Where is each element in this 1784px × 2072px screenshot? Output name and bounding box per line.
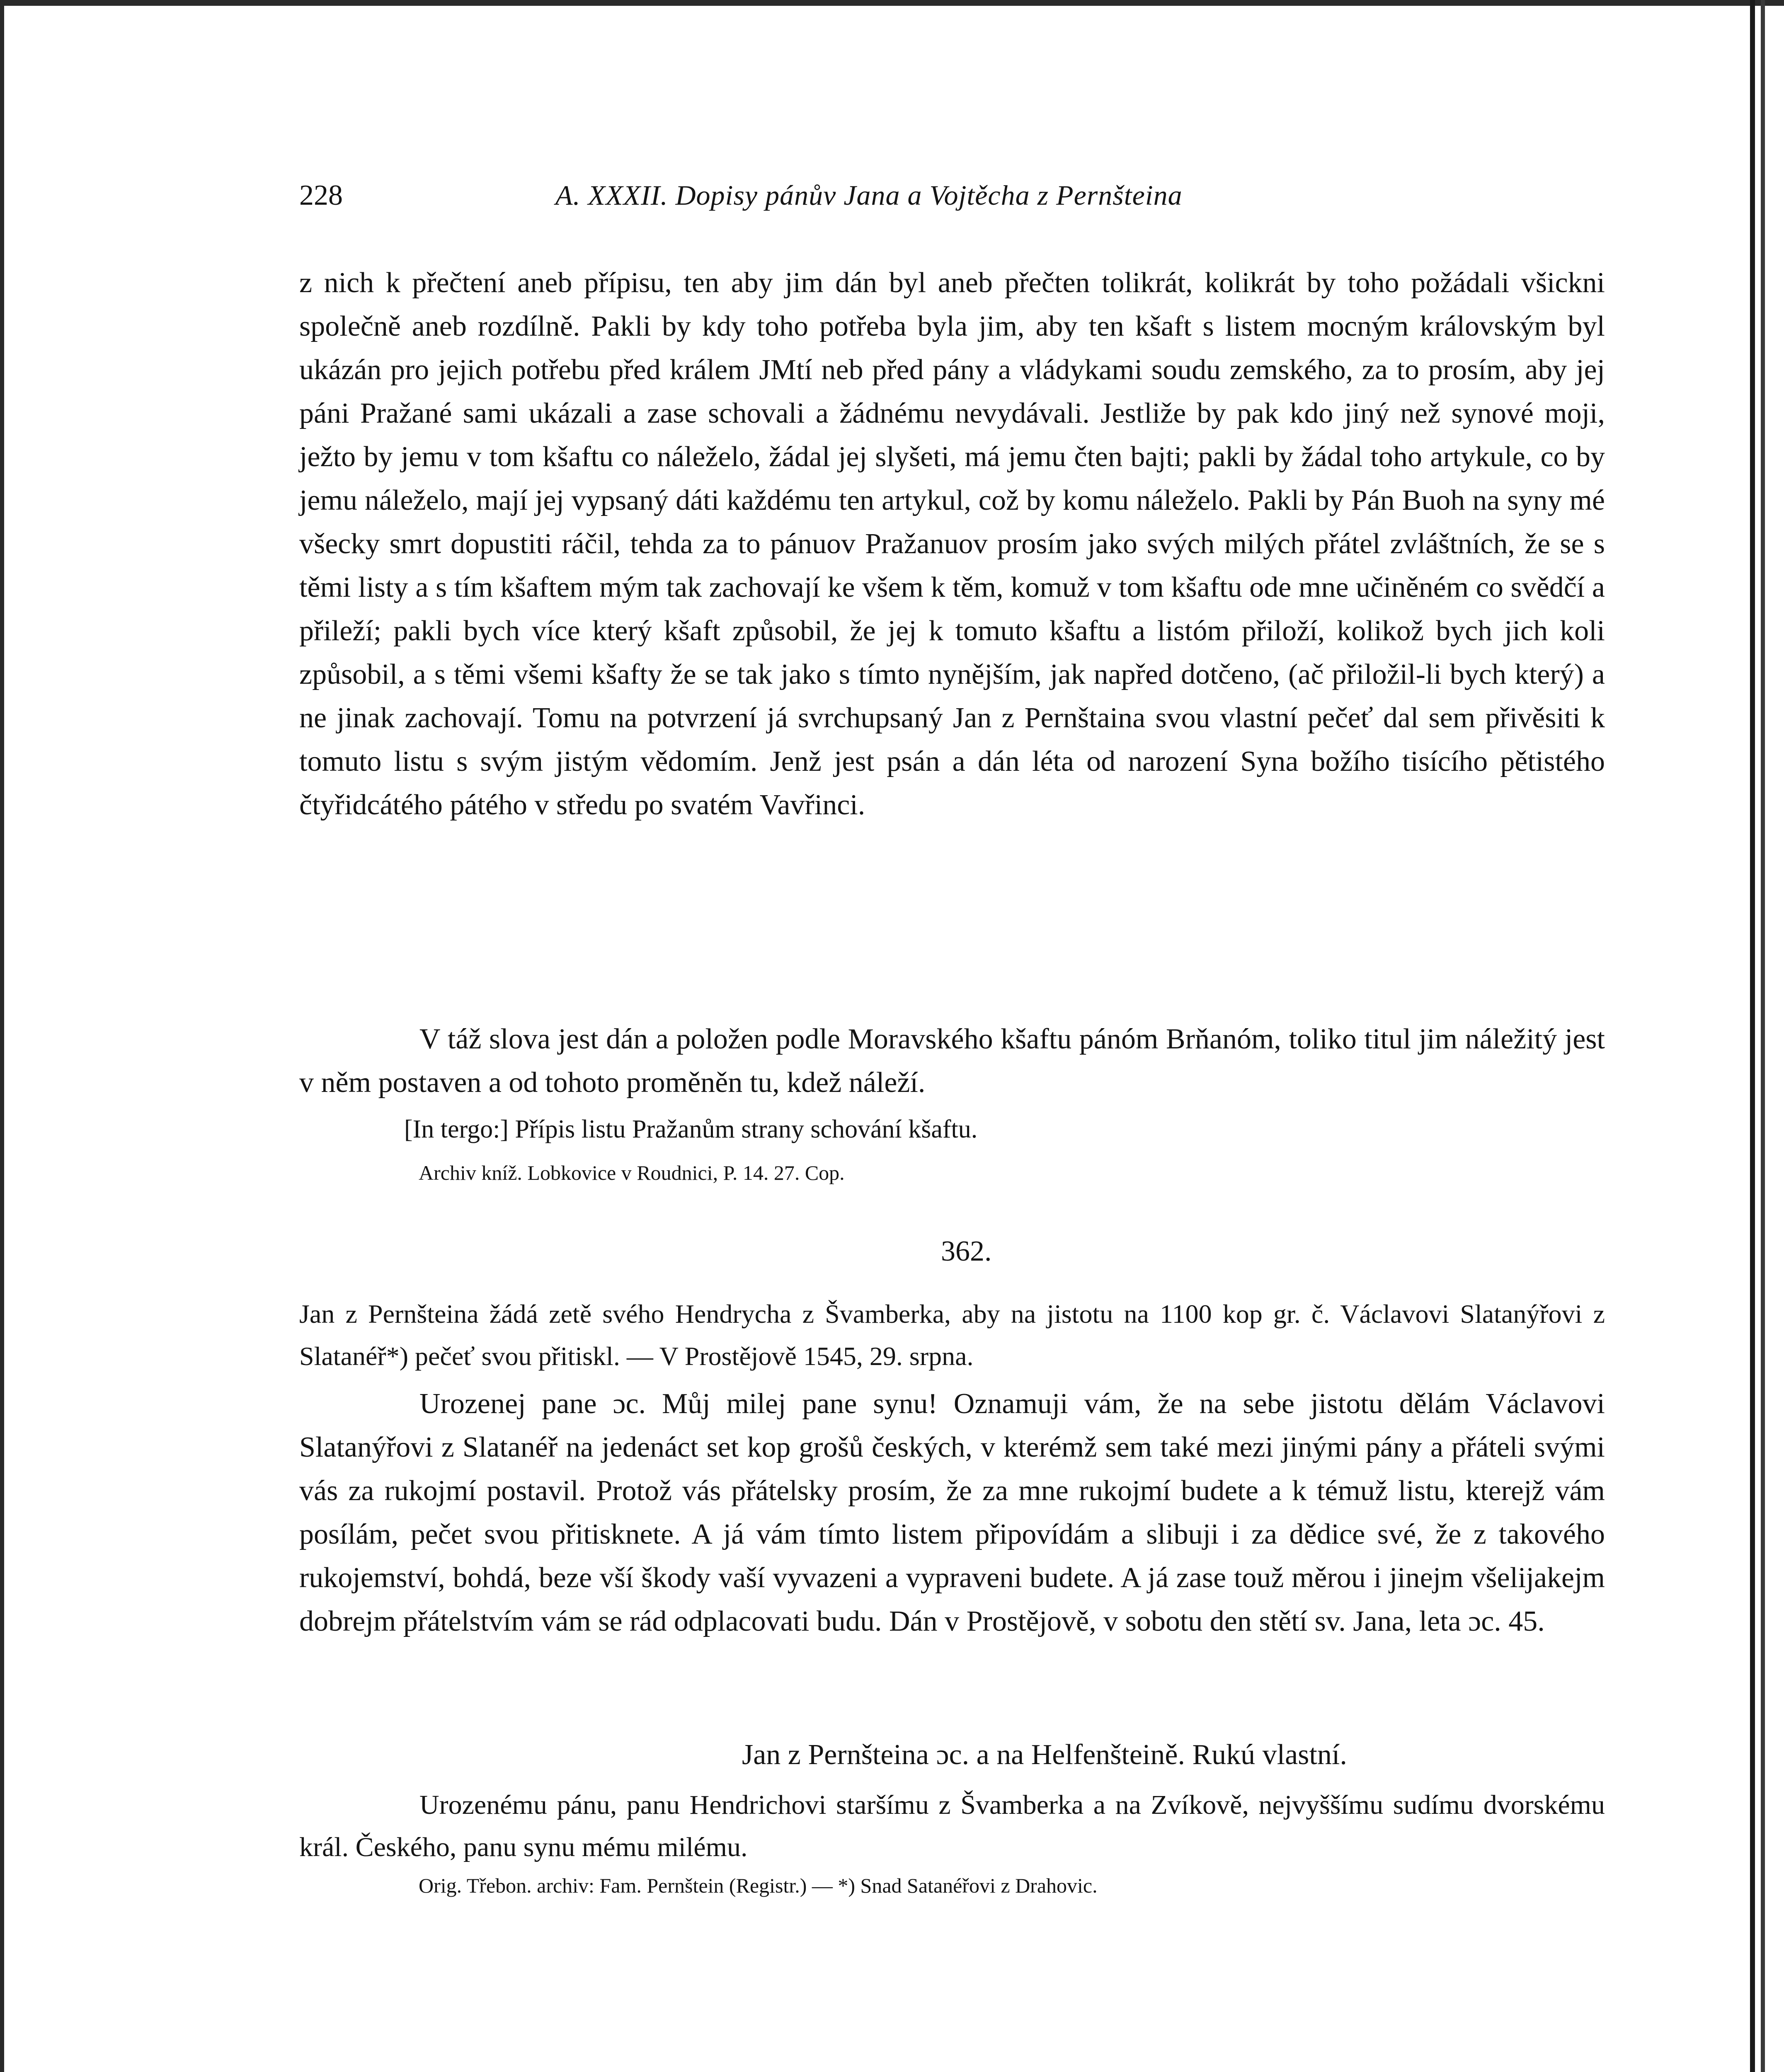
- document-regest: Jan z Pernšteina žádá zetě svého Hendrycha z Švamberka, aby na jistotu na 1100 kop gr. č. Václavovi Slatanýřovi z Slatanéř*) pečeť svou přitiskl. — V Prostějově 1545, 29. srpna.: [299, 1299, 1605, 1371]
- second-paragraph: [299, 1017, 1605, 1104]
- document-body: [299, 1382, 1605, 1643]
- scan-border-right-outer: [1761, 0, 1765, 2072]
- scan-border-top: [0, 0, 1784, 6]
- continuation-text: z nich k přečtení aneb přípisu, ten aby jim dán byl aneb přečten tolikrát, kolikrát by toho požádali všickni společně aneb rozdílně. Pakli by kdy toho potřeba byla jim, aby ten kšaft s listem mocným královským byl ukázán pro jejich potřebu před králem JMtí neb před pány a vládykami soudu zemského, za to prosím, aby jej páni Pražané sami ukázali a zase schovali a žádnému nevydávali. Jestliže by pak kdo jiný než synové moji, ježto by jemu v tom kšaftu co náleželo, žádal jej slyšeti, má jemu čten bajti; pakli by žádal toho artykule, co by jemu náleželo, mají jej vypsaný dáti každému ten artykul, což by komu náleželo. Pakli by Pán Buoh na syny mé všecky smrt dopustiti ráčil, tehda za to pánuov Pražanuov prosím jako svých milých přátel zvláštních, že se s těmi listy a s tím kšaftem mým tak zachovají ke všem k těm, komuž v tom kšaftu ode mne učiněném co svědčí a přileží; pakli bych více který kšaft způsobil, že jej k tomuto kšaftu a listóm přiloží, kolikož bych jich koli způsobil, a s těmi všemi kšafty že se tak jako s tímto nynějším, jak napřed dotčeno, (ač přiložil-li bych který) a ne jinak zachovají. Tomu na potvrzení já svrchupsaný Jan z Pernštaina svou vlastní pečeť dal sem přivěsiti k tomuto listu s svým jistým vědomím. Jenž jest psán a dán léta od narození Syna božího tisícího pětistého čtyřidcátého pátého v středu po svatém Vavřinci.: [299, 267, 1605, 821]
- archive-note-1: Archiv kníž. Lobkovice v Roudnici, P. 14. 27. Cop.: [419, 1161, 845, 1184]
- document-body-text: Urozenej pane ɔc. Můj milej pane synu! Oznamuji vám, že na sebe jistotu dělám Václavovi Slatanýřovi z Slatanéř na jedenáct set kop grošů českých, v kterémž sem také mezi jinými pány a přáteli svými vás za rukojmí postavil. Protož vás přátelsky prosím, že za mne rukojmí budete a k témuž listu, kterejž vám posílám, pečet svou přitisknete. A já vám tímto listem připovídám a slibuji i za dědice své, že z takového rukojemství, bohdá, beze vší škody vaší vyvazeni a vypraveni budete. A já zase touž měrou i jinejm všelijakejm dobrejm přátelstvím vám se rád odplacovati budu. Dán v Prostějově, v sobotu den stětí sv. Jana, leta ɔc. 45.: [299, 1388, 1605, 1637]
- in-tergo-note: [In tergo:] Přípis listu Pražanům strany schování kšaftu.: [404, 1115, 978, 1143]
- continuation-paragraph: [299, 261, 1605, 827]
- second-paragraph-text: V táž slova jest dán a položen podle Moravského kšaftu pánóm Brňanóm, toliko titul jim náležitý jest v něm postaven a od tohoto proměněn tu, kdež náleží.: [299, 1023, 1605, 1099]
- document-number: 362.: [941, 1235, 992, 1267]
- document-address: Urozenému pánu, panu Hendrichovi staršímu z Švamberka a na Zvíkově, nejvyššímu sudímu dvorskému král. Českého, panu synu mému milému.: [299, 1790, 1605, 1862]
- running-title: A. XXXII. Dopisy pánův Jana a Vojtěcha z Pernšteina: [555, 179, 1183, 211]
- page-number: 228: [299, 179, 343, 211]
- archive-note-2: Orig. Třebon. archiv: Fam. Pernštein (Registr.) — *) Snad Satanéřovi z Drahovic.: [419, 1874, 1098, 1897]
- scan-border-right: [1750, 0, 1755, 2072]
- scan-border-left: [0, 0, 4, 2072]
- document-signature: Jan z Pernšteina ɔc. a na Helfenšteině. Rukú vlastní.: [742, 1739, 1347, 1771]
